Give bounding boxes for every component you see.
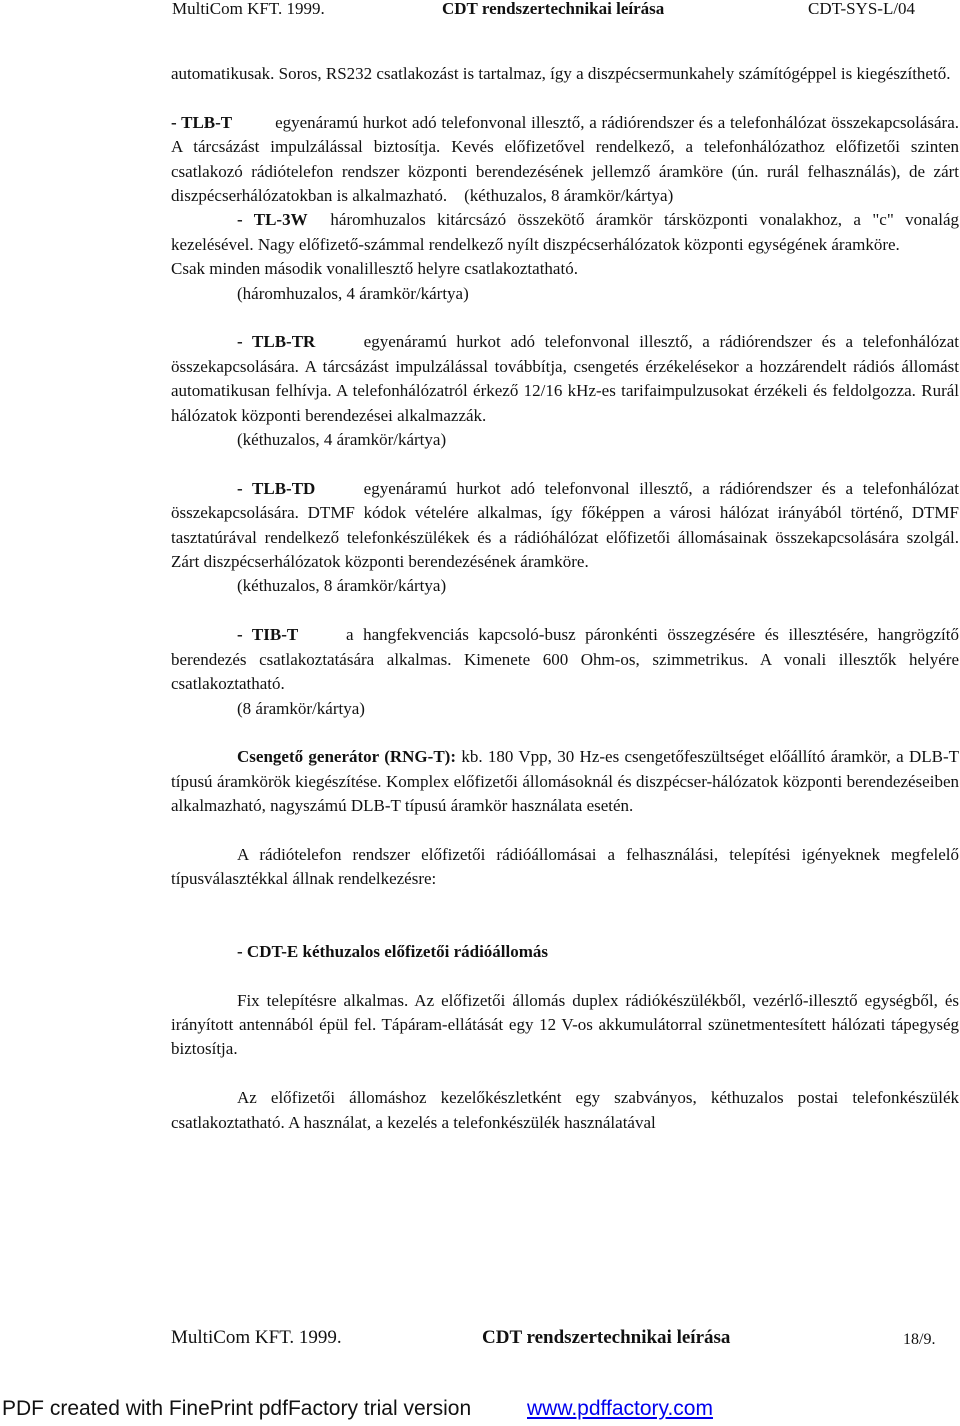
term-tib-t: - TIB-T — [237, 625, 299, 645]
footer-page-number: 18/9. — [903, 1331, 936, 1348]
pdf-banner — [0, 1393, 960, 1426]
pdf-banner-link[interactable]: www.pdffactory.com — [527, 1397, 713, 1420]
paragraph-tlb-tr — [171, 330, 959, 428]
page-header — [0, 0, 960, 26]
paragraph-tl-3w — [171, 208, 959, 257]
heading-cdt-e: - CDT-E kéthuzalos előfizetői rádióállomás — [237, 941, 549, 961]
text-tib-t: a hangfekvenciás kapcsoló-busz páronkénti összegzésére és illesztésére, hangrögzítő berendezés csatlakoztatására alkalmas. Kimenete 600 Ohm-os, szimmetrikus. A vonali illesztők helyére csatlakoztatható. — [171, 625, 959, 694]
term-tlb-td: - TLB-TD — [237, 478, 316, 498]
header-doc-id: CDT-SYS-L/04 — [808, 0, 916, 18]
text-tlb-tr: egyenáramú hurkot adó telefonvonal illesztő, a rádiórendszer és a telefonhálózat összekapcsolására. A tárcsázást impulzálással továbbítja, csengetés érzékelésekor a hozzárendelt rádiós állomást automatikusan felhívja. A telefonhálózatról érkező 12/16 kHz-es tarifaimpulzusokat érzékeli és feldolgozza. Rurál hálózatok központi berendezései alkalmazzák. — [171, 332, 959, 425]
paragraph-cdt-e: Fix telepítésre alkalmas. Az előfizetői állomás duplex rádiókészülékből, vezérlő-illesztő egységből, és irányított antennából épül fel. Tápáram-ellátását egy 12 V-os akkumulátorral szünetmentesített hálózati tápegység biztosítja. — [171, 990, 959, 1059]
paragraph-handset: Az előfizetői állomáshoz kezelőkészletként egy szabványos, kéthuzalos postai telefonkészülék csatlakoztatható. A használat, a kezelés a telefonkészülék használatával — [171, 1088, 959, 1132]
term-rng-t: Csengető generátor (RNG-T): — [237, 747, 456, 767]
footer-company: MultiCom KFT. 1999. — [171, 1327, 342, 1348]
text-tlb-t: egyenáramú hurkot adó telefonvonal illesztő, a rádiórendszer és a telefonhálózat összekapcsolására. A tárcsázást impulzálással biztosítja. Kevés előfizetővel rendelkező, a telefonhálózathoz előfizetői szinten csatlakozó rádiótelefon rendszer központi berendezésének jellemző áramköre (ún. rurál felhasználás), de zárt diszpécserhálózatokban is alkalmazható. — [171, 112, 960, 206]
paragraph-intro: automatikusak. Soros, RS232 csatlakozást is tartalmaz, így a diszpécsermunkahely számítógéppel is kiegészíthető. — [171, 64, 951, 83]
page-footer — [0, 1327, 960, 1351]
note-tlb-tr: (kéthuzalos, 4 áramkör/kártya) — [237, 430, 447, 450]
term-tl-3w: - TL-3W — [237, 210, 308, 230]
text-tlb-td: egyenáramú hurkot adó telefonvonal illesztő, a rádiórendszer és a telefonhálózat összekapcsolására. DTMF kódok vételére alkalmas, így főképpen a városi hálózat irányából történő, DTMF tasztatúrával rendelkező telefonkészülékek és a rádióhálózat előfizetői állomásainak összekapcsolására szolgál. Zárt diszpécserhálózatok központi berendezésének áramköre. — [171, 478, 959, 572]
section-heading — [171, 940, 959, 964]
document-body — [171, 62, 959, 1135]
paragraph-tlb-t — [171, 111, 959, 209]
note-tlb-td: (kéthuzalos, 8 áramkör/kártya) — [237, 576, 447, 596]
text-tl-3w: háromhuzalos kitárcsázó összekötő áramkör társközponti vonalakhoz, a "c" vonalág kezelésével. Nagy előfizető-számmal rendelkező nyílt diszpécserhálózatok központi egységének áramköre. — [171, 210, 959, 254]
text-rng-t: kb. 180 Vpp, 30 Hz-es csengetőfeszültséget előállító áramkör, a DLB-T típusú áramkörök kiegészítése. Komplex előfizetői állomásoknál és diszpécser-hálózatok központi berendezéseiben alkalmazható, nagyszámú DLB-T típusú áramkör használata esetén. — [171, 747, 959, 816]
term-tlb-tr: - TLB-TR — [237, 332, 316, 352]
header-title: CDT rendszertechnikai leírása — [442, 0, 665, 18]
pdf-banner-text: PDF created with FinePrint pdfFactory trial version — [2, 1397, 472, 1420]
line-tl-3w-note: Csak minden második vonalillesztő helyre csatlakoztatható. — [171, 259, 578, 279]
paragraph-tib-t — [171, 623, 959, 696]
footer-title: CDT rendszertechnikai leírása — [482, 1327, 731, 1348]
paragraph-tlb-td — [171, 477, 959, 575]
paragraph-rng-t — [171, 745, 959, 818]
note-tib-t: (8 áramkör/kártya) — [237, 698, 365, 718]
note-tlb-t: (kéthuzalos, 8 áramkör/kártya) — [464, 186, 674, 206]
paragraph-station-types: A rádiótelefon rendszer előfizetői rádióállomásai a felhasználási, telepítési igényeknek megfelelő típusválasztékkal állnak rendelkezésre: — [171, 844, 959, 889]
term-tlb-t: - TLB-T — [171, 112, 233, 132]
note-tl-3w: (háromhuzalos, 4 áramkör/kártya) — [237, 283, 469, 303]
header-company: MultiCom KFT. 1999. — [172, 0, 325, 18]
